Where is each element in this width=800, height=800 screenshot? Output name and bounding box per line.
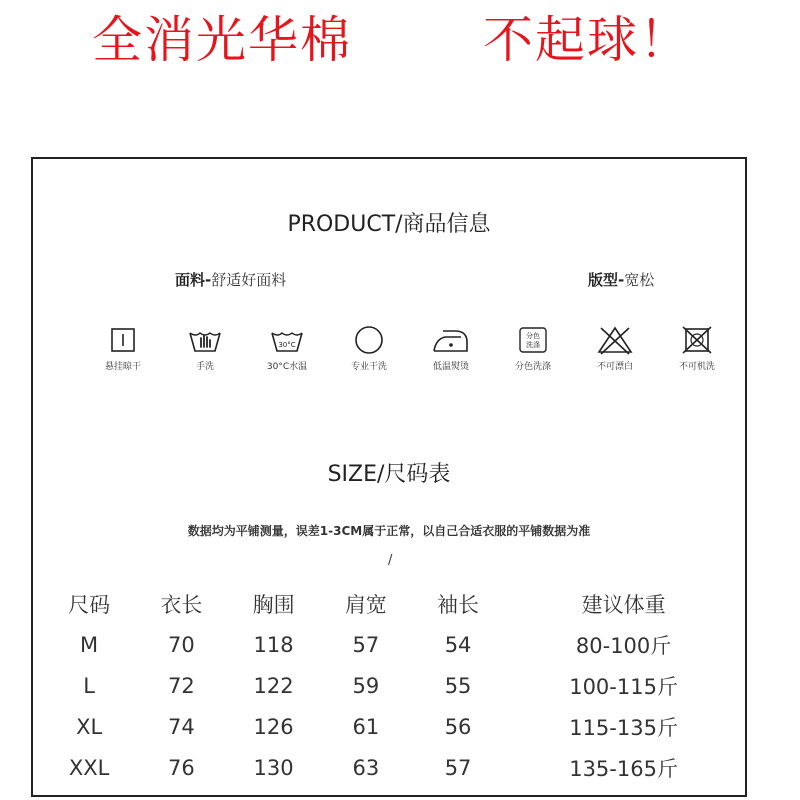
table-cell: 126	[253, 714, 294, 739]
care-item-hang-dry	[83, 325, 163, 372]
table-cell: 57	[444, 755, 472, 780]
table-cell: 130	[253, 755, 294, 780]
table-row	[43, 665, 743, 706]
material-label: 面料-	[175, 271, 212, 289]
care-label: 悬挂晾干	[104, 362, 141, 372]
table-cell: XL	[76, 714, 103, 739]
care-item-hand-wash	[165, 325, 245, 372]
wash-30-icon	[269, 325, 305, 355]
material-field	[175, 269, 286, 290]
care-label: 不可机洗	[678, 362, 715, 372]
care-label: 低温熨烫	[432, 362, 469, 372]
column-header: 袖长	[437, 593, 480, 617]
wash-temp-text: 30°C	[278, 341, 296, 349]
table-row	[43, 747, 743, 788]
iron-low-icon	[431, 325, 471, 355]
table-cell: 54	[444, 632, 472, 657]
fit-label: 版型-	[588, 271, 625, 289]
headline-banner	[0, 2, 800, 78]
table-cell: 74	[167, 714, 195, 739]
column-header: 胸围	[252, 593, 295, 617]
fit-field	[588, 269, 654, 290]
column-header: 尺码	[68, 593, 111, 617]
care-item-no-bleach	[575, 325, 655, 372]
hang-dry-icon	[108, 325, 138, 355]
size-heading: SIZE/尺码表	[327, 462, 451, 487]
slash-mark: /	[388, 553, 393, 568]
size-table	[43, 584, 743, 788]
hand-wash-icon	[187, 325, 223, 355]
measurement-note: 数据均为平铺测量，误差1-3CM属于正常，以自己合适衣服的平铺数据为准	[187, 524, 591, 538]
dry-clean-icon	[351, 325, 387, 355]
separate-wash-icon	[517, 325, 549, 355]
product-card	[31, 157, 747, 797]
table-cell: 61	[352, 714, 380, 739]
table-cell: 56	[444, 714, 472, 739]
table-cell: 72	[167, 673, 195, 698]
care-item-wash-30	[247, 325, 327, 372]
table-cell: 70	[167, 632, 195, 657]
care-label: 不可漂白	[596, 362, 633, 372]
care-label: 专业干洗	[350, 362, 387, 372]
table-cell: 59	[352, 673, 380, 698]
headline-left: 全消光华棉	[92, 11, 352, 69]
table-row	[43, 624, 743, 665]
care-symbols	[69, 325, 729, 385]
material-value: 舒适好面料	[211, 271, 287, 289]
headline-right: 不起球！	[483, 11, 691, 69]
table-cell: 122	[253, 673, 294, 698]
care-label: 手洗	[195, 362, 214, 372]
table-cell: L	[83, 673, 95, 698]
care-item-separate-wash	[493, 325, 573, 372]
table-cell: 80-100斤	[575, 633, 672, 658]
table-cell: 63	[352, 755, 380, 780]
table-cell: 115-135斤	[569, 715, 678, 740]
product-heading: PRODUCT/商品信息	[287, 212, 491, 237]
table-cell: 76	[167, 755, 195, 780]
care-label: 30°C水温	[266, 362, 308, 372]
table-cell: 135-165斤	[569, 756, 678, 781]
no-bleach-icon	[595, 325, 635, 355]
care-item-no-machine-wash	[657, 325, 737, 372]
no-machine-wash-icon	[681, 325, 713, 355]
care-item-dry-clean	[329, 325, 409, 372]
column-header: 肩宽	[344, 593, 387, 617]
column-header: 建议体重	[581, 593, 666, 617]
table-cell: XXL	[68, 755, 110, 780]
column-header: 衣长	[160, 593, 203, 617]
care-item-iron-low	[411, 325, 491, 372]
separate-wash-line2: 洗涤	[526, 341, 540, 349]
fit-value: 宽松	[624, 271, 655, 289]
table-cell: 55	[444, 673, 472, 698]
table-header-row	[43, 584, 743, 624]
table-cell: 118	[253, 632, 294, 657]
table-cell: M	[80, 632, 99, 657]
care-label: 分色洗涤	[514, 362, 551, 372]
separate-wash-line1: 分色	[526, 332, 540, 340]
table-row	[43, 706, 743, 747]
table-cell: 57	[352, 632, 380, 657]
table-cell: 100-115斤	[569, 674, 678, 699]
